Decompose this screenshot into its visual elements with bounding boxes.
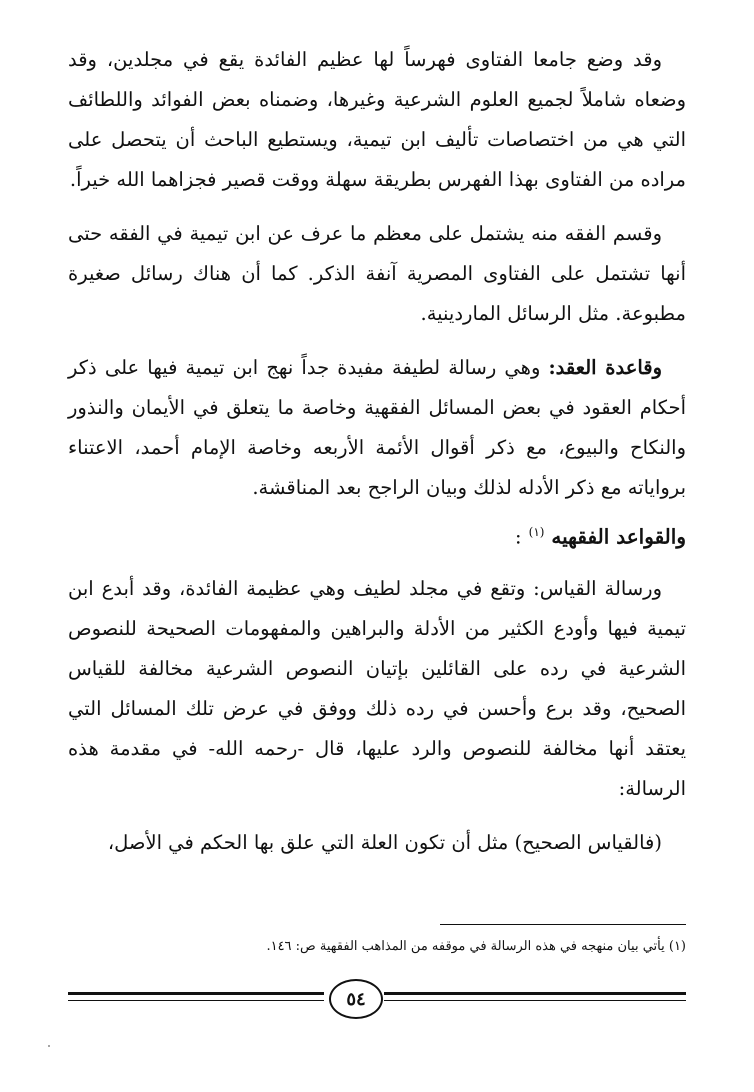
page-number: ٥٤: [329, 979, 383, 1019]
section-heading: [68, 512, 686, 557]
section-heading-title: والقواعد الفقهيه: [551, 524, 686, 549]
footnote-separator: [440, 924, 686, 925]
footnote-reference: (١): [528, 525, 545, 539]
qaidat-al-aqd-text: وهي رسالة لطيفة مفيدة جداً نهج ابن تيمية فيها على ذكر أحكام العقود في بعض المسائل الفقهية وخاصة ما يتعلق في الأيمان والنذور والنكاح والبيوع، مع ذكر أقوال الأئمة الأربعه وخاصة الإمام أحمد، الاعتناء برواياته مع ذكر الأدله لذلك وبيان الراجح بعد المناقشة.: [68, 356, 686, 499]
paragraph-qaidat-al-aqd: [68, 348, 686, 508]
page-rule-right-thin: [384, 1000, 686, 1001]
footnote: (١) يأتي بيان منهجه في هذه الرسالة في موقفه من المذاهب الفقهية ص: ١٤٦.: [266, 939, 686, 954]
page-rule-right: [384, 992, 686, 995]
page-body: [68, 40, 686, 877]
qaidat-al-aqd-label: وقاعدة العقد:: [548, 356, 663, 379]
paragraph-fatawa-index: وقد وضع جامعا الفتاوى فهرساً لها عظيم الفائدة يقع في مجلدين، وقد وضعاه شاملاً لجميع العلوم الشرعية وغيرها، وضمناه بعض الفوائد واللطائف التي هي من اختصاصات تأليف ابن تيمية، ويستطيع الباحث أن يتحصل على مراده من الفتاوى بهذا الفهرس بطريقة سهلة ووقت قصير فجزاهما الله خيراً.: [68, 48, 686, 191]
page-rule-left: [68, 992, 324, 995]
paragraph-qiyas-quote: (فالقياس الصحيح) مثل أن تكون العلة التي علق بها الحكم في الأصل،: [107, 830, 662, 854]
paragraph-fiqh-section: وقسم الفقه منه يشتمل على معظم ما عرف عن ابن تيمية في الفقه حتى أنها تشتمل على الفتاوى المصرية آنفة الذكر. كما أن هناك رسائل صغيرة مطبوعة. مثل الرسائل الماردينية.: [68, 222, 686, 325]
paragraph-qiyas-treatise: ورسالة القياس: وتقع في مجلد لطيف وهي عظيمة الفائدة، وقد أبدع ابن تيمية فيها وأودع الكثير من الأدلة والبراهين والمفهومات الصحيحة للنصوص الشرعية في رده على القائلين بإتيان النصوص الشرعية مخالفة للقياس الصحيح، وقد برع وأحسن في رده ذلك ووفق في عرض تلك المسائل التي يعتقد أنها مخالفة للنصوص والرد عليها، قال -رحمه الله- في مقدمة هذه الرسالة:: [68, 576, 686, 800]
scan-speck: [48, 1045, 50, 1047]
section-heading-colon: :: [514, 524, 522, 549]
page-rule-left-thin: [68, 1000, 324, 1001]
